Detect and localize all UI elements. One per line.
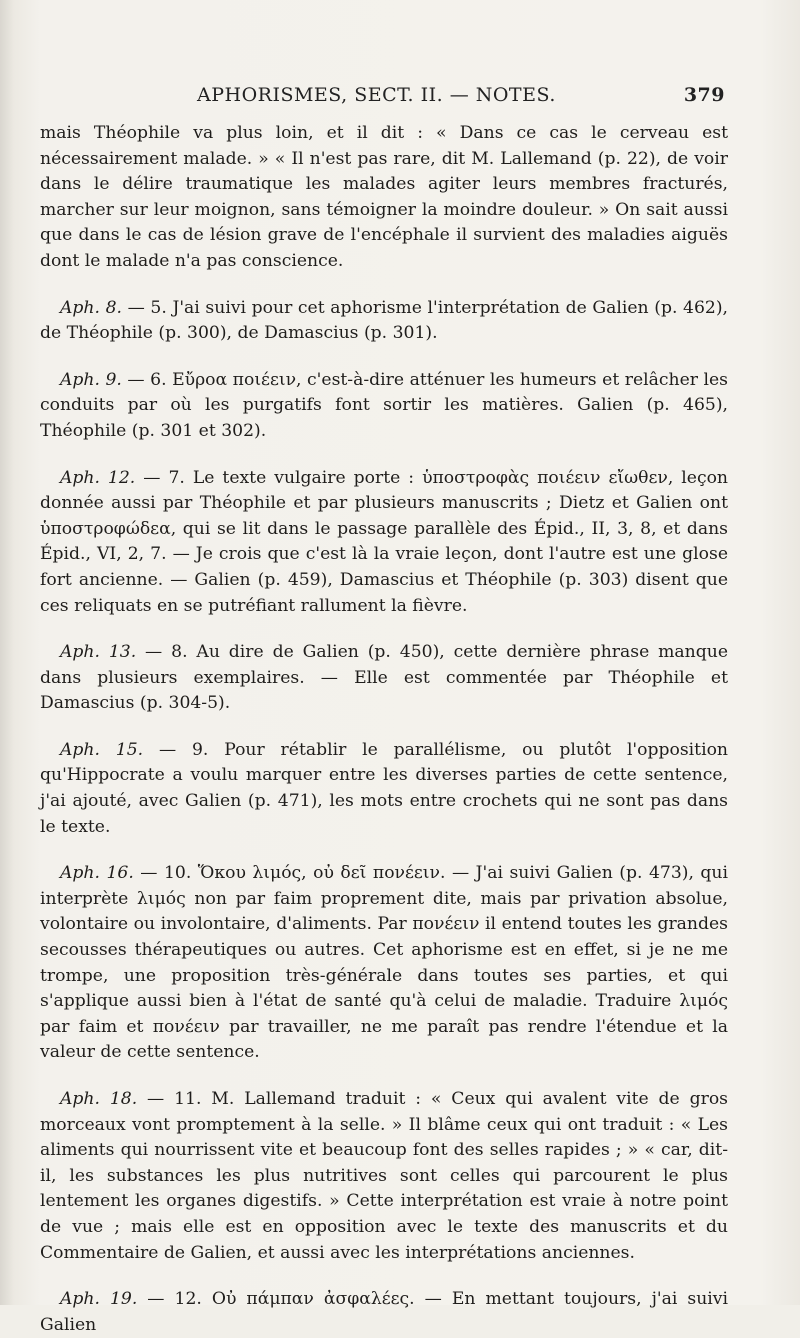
note-aph-13 [40, 640, 728, 717]
aphorism-ref: Aph. 8. [60, 297, 122, 318]
running-title: APHORISMES, SECT. II. — NOTES. [197, 84, 556, 106]
aphorism-ref: Aph. 15. [60, 739, 144, 760]
running-head [197, 84, 725, 114]
note-aph-19 [40, 1287, 728, 1338]
paragraph-gap [40, 1066, 728, 1087]
paragraph-continued [40, 121, 728, 275]
aphorism-ref: Aph. 19. [60, 1289, 138, 1310]
note-aph-12 [40, 466, 728, 620]
note-aph-9 [40, 368, 728, 445]
page-number: 379 [683, 84, 725, 106]
note-text: — 8. Au dire de Galien (p. 450), cette dernière phrase manque dans plusieurs exemplaires. — Elle est commentée par Théophile et Damascius (p. 304-5). [40, 642, 728, 714]
paragraph-gap [40, 347, 728, 368]
aphorism-ref: Aph. 18. [60, 1089, 138, 1109]
paragraph-gap [40, 275, 728, 296]
notes-body [40, 121, 728, 1338]
paragraph-gap [40, 619, 728, 640]
aphorism-ref: Aph. 13. [60, 642, 137, 663]
note-text: — 12. Οὐ πάμπαν ἀσφαλέες. — En mettant toujours, j'ai suivi Galien [40, 1289, 728, 1335]
note-text: — 11. M. Lallemand traduit : « Ceux qui avalent vite de gros morceaux vont promptement à la selle. » Il blâme ceux qui ont traduit : « Les aliments qui nourrissent vite et beaucoup font des selles rapides ; » « car, dit-il, les substances les plus nutritives sont celles qui parcourent le plus lentement les organes digestifs. » Cette interprétation est vraie à notre point de vue ; mais elle est en opposition avec le texte des manuscrits et du Commentaire de Galien, et aussi avec les interprétations anciennes. [40, 1089, 728, 1263]
paragraph-gap [40, 840, 728, 861]
aphorism-ref: Aph. 16. [60, 863, 134, 884]
note-aph-15 [40, 738, 728, 840]
note-text: — 7. Le texte vulgaire porte : ὑποστροφὰς ποιέειν εἴωθεν, leçon donnée aussi par Théophile et par plusieurs manuscrits ; Dietz et Galien ont ὑποστροφώδεα, qui se lit dans le passage parallèle des Épid., II, 3, 8, et dans Épid., VI, 2, 7. — Je crois que c'est là la vraie leçon, dont l'autre est une glose fort ancienne. — Galien (p. 459), Damascius et Théophile (p. 303) disent que ces reliquats en se putréfiant rallument la fièvre. [40, 467, 728, 616]
paragraph-gap [40, 445, 728, 466]
note-aph-8 [40, 296, 728, 347]
note-aph-18 [40, 1087, 728, 1266]
paragraph-text: mais Théophile va plus loin, et il dit : « Dans ce cas le cerveau est nécessairement malade. » « Il n'est pas rare, dit M. Lallemand (p. 22), de voir dans le délire traumatique les malades agiter leurs membres fracturés, marcher sur leur moignon, sans témoigner la moindre douleur. » On sait aussi que dans le cas de lésion grave de l'encéphale il survient des maladies aiguës dont le malade n'a pas conscience. [40, 123, 728, 271]
paragraph-gap [40, 1266, 728, 1287]
paragraph-gap [40, 717, 728, 738]
aphorism-ref: Aph. 9. [60, 369, 122, 390]
aphorism-ref: Aph. 12. [60, 467, 136, 488]
note-text: — 5. J'ai suivi pour cet aphorisme l'interprétation de Galien (p. 462), de Théophile (p. 300), de Damascius (p. 301). [40, 297, 729, 344]
note-text: — 10. Ὅκου λιμός, οὐ δεῖ πονέειν. — J'ai suivi Galien (p. 473), qui interprète λιμός non par faim proprement dite, mais par privation absolue, volontaire ou involontaire, d'aliments. Par πονέειν il entend toutes les grandes secousses thérapeutiques ou autres. Cet aphorisme est en effet, si je ne me trompe, une proposition très-générale dans toutes ses parties, et qui s'applique aussi bien à l'état de santé qu'à celui de maladie. Traduire λιμός par faim et πονέειν par travailler, ne me paraît pas rendre l'étendue et la valeur de cette sentence. [40, 863, 728, 1063]
note-text: — 9. Pour rétablir le parallélisme, ou plutôt l'opposition qu'Hippocrate a voulu marquer entre les diverses parties de cette sentence, j'ai ajouté, avec Galien (p. 471), les mots entre crochets qui ne sont pas dans le texte. [40, 739, 728, 837]
note-text: — 6. Εὔροα ποιέειν, c'est-à-dire atténuer les humeurs et relâcher les conduits par où les purgatifs font sortir les matières. Galien (p. 465), Théophile (p. 301 et 302). [40, 369, 729, 441]
note-aph-16 [40, 861, 728, 1066]
